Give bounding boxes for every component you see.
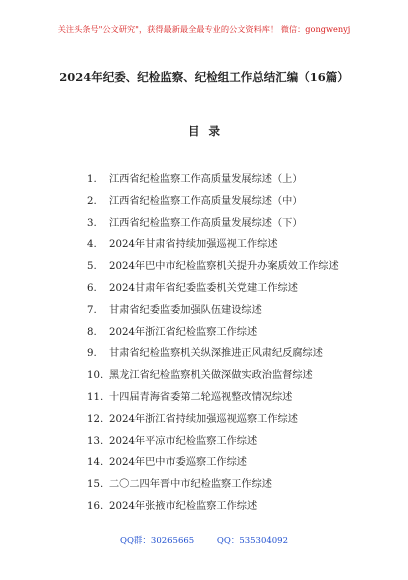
toc-item (87, 454, 387, 476)
toc-item-number: 14. (87, 457, 104, 469)
footer-contact (0, 534, 408, 546)
toc-item (87, 389, 387, 411)
toc-item-title: 十四届青海省委第二轮巡视整改情况综述 (109, 391, 293, 403)
toc-item-number: 13. (87, 435, 104, 447)
toc-item (87, 345, 387, 367)
toc-item-number: 4. (87, 239, 97, 251)
toc-item (87, 476, 387, 498)
toc-item-title: 甘肃省纪委监委加强队伍建设综述 (109, 304, 262, 316)
toc-item (87, 433, 387, 455)
toc-item-title: 2024甘肃年省纪委监委机关党建工作综述 (109, 282, 298, 294)
toc-item-title: 2024年甘肃省持续加强巡视工作综述 (109, 239, 278, 251)
toc-item-number: 8. (87, 326, 97, 338)
table-of-contents (87, 171, 387, 520)
toc-item (87, 171, 387, 193)
document-title: 2024年纪委、纪检监察、纪检组工作总结汇编（16篇） (59, 70, 349, 84)
toc-item-title: 2024年浙江省纪检监察工作综述 (109, 326, 258, 338)
toc-item-title: 江西省纪检监察工作高质量发展综述（中） (109, 195, 303, 207)
toc-item-number: 6. (87, 282, 97, 294)
toc-item (87, 498, 387, 520)
footer-qq-group: QQ群：30265665 (119, 536, 195, 546)
toc-item-number: 3. (87, 217, 97, 229)
toc-item-title: 江西省纪检监察工作高质量发展综述（上） (109, 174, 303, 185)
toc-item (87, 193, 387, 215)
toc-item-number: 16. (87, 500, 104, 512)
header-note: 关注头条号"公文研究"，获得最新最全最专业的公文资料库！ 微信：gongwenyj (57, 24, 351, 34)
toc-item-number: 15. (87, 479, 104, 491)
toc-item-number: 1. (87, 174, 97, 185)
toc-item (87, 280, 387, 302)
toc-item-title: 2024年张掖市纪检监察工作综述 (109, 500, 258, 512)
toc-item-number: 7. (87, 304, 97, 316)
toc-item (87, 215, 387, 237)
toc-item (87, 258, 387, 280)
toc-item (87, 324, 387, 346)
toc-item-number: 12. (87, 413, 104, 425)
toc-item-title: 二〇二四年晋中市纪检监察工作综述 (109, 479, 272, 491)
toc-item-number: 11. (87, 391, 104, 403)
footer-qq: QQ：535304092 (216, 536, 288, 546)
toc-item-title: 甘肃省纪检监察机关纵深推进正风肃纪反腐综述 (109, 348, 323, 360)
toc-item-number: 2. (87, 195, 97, 207)
toc-item (87, 302, 387, 324)
toc-item (87, 411, 387, 433)
toc-item-number: 9. (87, 348, 97, 360)
toc-item-number: 10. (87, 370, 104, 382)
toc-item-title: 黑龙江省纪检监察机关做深做实政治监督综述 (109, 370, 313, 382)
toc-item-title: 2024年巴中市委巡察工作综述 (109, 457, 247, 469)
toc-item-title: 江西省纪检监察工作高质量发展综述（下） (109, 217, 303, 229)
toc-item (87, 367, 387, 389)
toc-item (87, 236, 387, 258)
toc-heading: 目录 (188, 124, 229, 138)
toc-item-title: 2024年浙江省持续加强巡视巡察工作综述 (109, 413, 298, 425)
toc-item-title: 2024年平凉市纪检监察工作综述 (109, 435, 258, 447)
toc-item-title: 2024年巴中市纪检监察机关提升办案质效工作综述 (109, 261, 339, 273)
toc-item-number: 5. (87, 261, 97, 273)
